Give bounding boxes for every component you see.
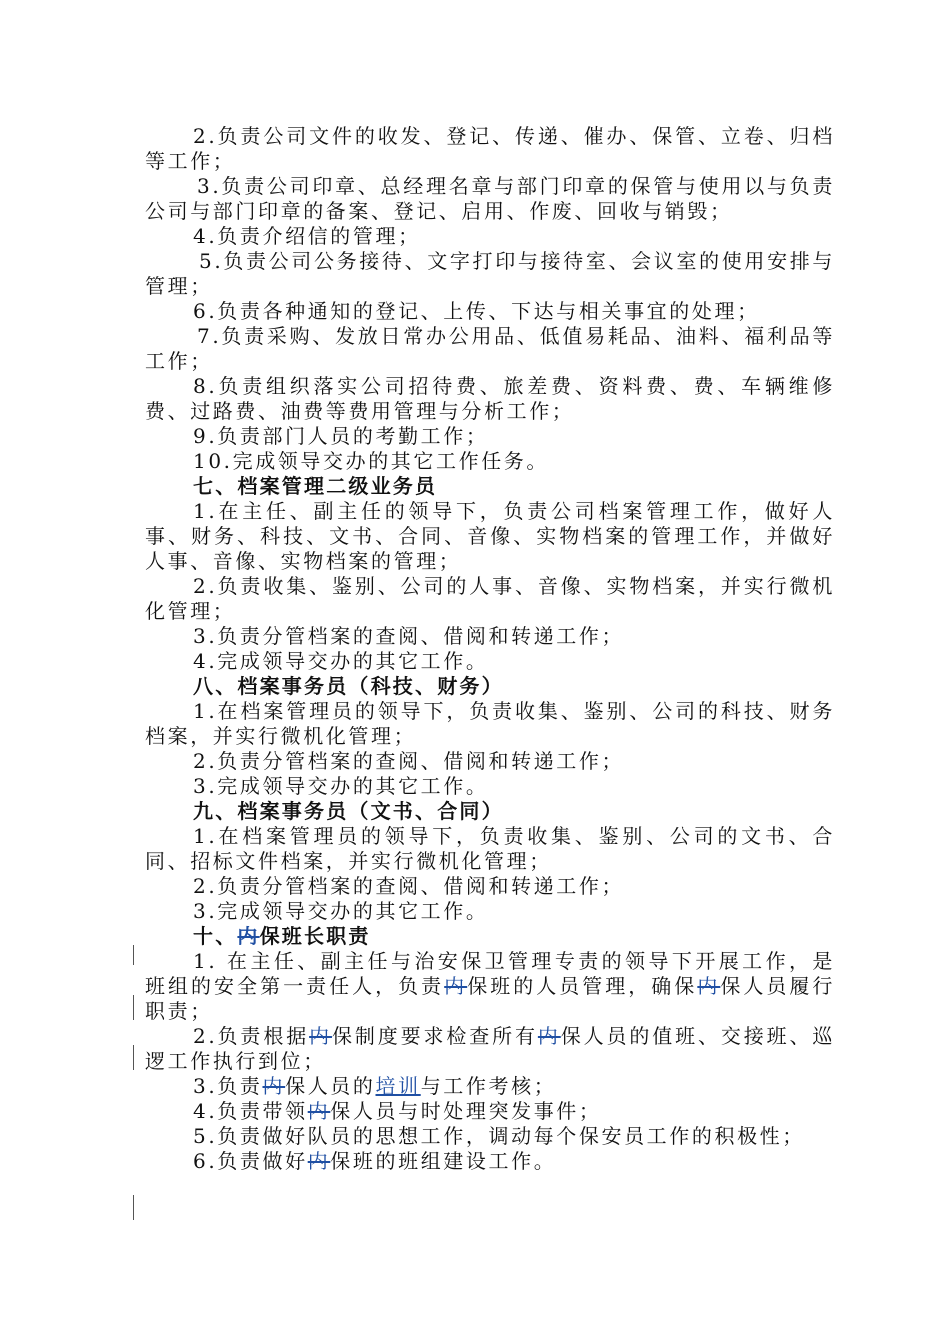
paragraph: 5.负责公司公务接待、文字打印与接待室、会议室的使用安排与管理；: [145, 249, 835, 298]
heading-text: 保班长职责: [259, 924, 371, 948]
section-heading: [145, 924, 835, 949]
text-run: 保人员履行职责；: [145, 974, 835, 1023]
revision-bar: [133, 1045, 134, 1070]
deleted-text: 内: [444, 974, 468, 998]
text-run: 保人员的: [285, 1074, 376, 1098]
text-run: 4.负责带领: [193, 1099, 308, 1123]
paragraph: 1.在主任、副主任的领导下，负责公司档案管理工作，做好人事、财务、科技、文书、合同、音像、实物档案的管理工作，并做好人事、音像、实物档案的管理；: [145, 499, 835, 573]
revision-bar: [133, 995, 134, 1020]
text-run: 3.负责: [193, 1074, 263, 1098]
paragraph: 2.负责收集、鉴别、公司的人事、音像、实物档案，并实行微机化管理；: [145, 574, 835, 623]
deleted-text: 内: [307, 1099, 331, 1123]
document-body: [145, 124, 835, 1174]
deleted-text: 内: [537, 1024, 561, 1048]
paragraph: 2.负责公司文件的收发、登记、传递、催办、保管、立卷、归档等工作；: [145, 124, 835, 173]
deleted-text: 内: [309, 1024, 332, 1048]
paragraph: 2.负责分管档案的查阅、借阅和转递工作；: [193, 874, 625, 898]
text-run: 保班的班组建设工作。: [330, 1149, 557, 1173]
text-run: 保班的人员管理，确保: [467, 974, 698, 998]
paragraph: 3.负责分管档案的查阅、借阅和转递工作；: [193, 624, 625, 648]
hyperlink-training[interactable]: 培训: [375, 1074, 421, 1098]
paragraph: 5.负责做好队员的思想工作，调动每个保安员工作的积极性；: [193, 1124, 805, 1148]
paragraph: 4.负责介绍信的管理；: [193, 224, 421, 248]
text-run: 1. 在主任、副主任与治安保卫管理专责的领导下开展工作，是班组的安全第一责任人，负责: [145, 949, 835, 998]
text-run: 6.负责做好: [193, 1149, 308, 1173]
section-heading: 九、档案事务员（文书、合同）: [193, 799, 504, 823]
deleted-text: 内: [237, 924, 260, 948]
deleted-text: 内: [697, 974, 721, 998]
paragraph: 8.负责组织落实公司招待费、旅差费、资料费、费、车辆维修费、过路费、油费等费用管理与分析工作；: [145, 374, 835, 423]
paragraph: 4.完成领导交办的其它工作。: [193, 649, 489, 673]
revision-bar: [133, 1195, 134, 1220]
deleted-text: 内: [262, 1074, 286, 1098]
paragraph: 10.完成领导交办的其它工作任务。: [193, 449, 550, 473]
paragraph: 3.完成领导交办的其它工作。: [193, 774, 489, 798]
revision-bar: [133, 945, 134, 965]
text-run: 保人员的值班、交接班、巡逻工作执行到位；: [145, 1024, 836, 1073]
paragraph: 3.完成领导交办的其它工作。: [193, 899, 489, 923]
deleted-text: 内: [307, 1149, 331, 1173]
paragraph: 1.在档案管理员的领导下，负责收集、鉴别、公司的文书、合同、招标文件档案，并实行微机化管理；: [145, 824, 835, 873]
text-run: 保制度要求检查所有: [331, 1024, 538, 1048]
paragraph: [145, 1074, 835, 1099]
text-run: 保人员与时处理突发事件；: [330, 1099, 602, 1123]
section-heading: 七、档案管理二级业务员: [193, 474, 438, 498]
section-heading: 八、档案事务员（科技、财务）: [193, 674, 504, 698]
paragraph: [145, 1149, 835, 1174]
text-run: 2.负责根据: [193, 1024, 310, 1048]
paragraph: [145, 949, 835, 1024]
paragraph: 1.在档案管理员的领导下，负责收集、鉴别、公司的科技、财务档案，并实行微机化管理；: [145, 699, 835, 748]
paragraph: 7.负责采购、发放日常办公用品、低值易耗品、油料、福利品等工作；: [145, 324, 835, 373]
paragraph: 6.负责各种通知的登记、上传、下达与相关事宜的处理；: [193, 299, 760, 323]
heading-text: 十、: [193, 924, 238, 948]
paragraph: [145, 1024, 835, 1074]
paragraph: 3.负责公司印章、总经理名章与部门印章的保管与使用以与负责公司与部门印章的备案、登记、启用、作废、回收与销毁；: [145, 174, 835, 223]
paragraph: 9.负责部门人员的考勤工作；: [193, 424, 489, 448]
paragraph: [145, 1099, 835, 1124]
text-run: 与工作考核；: [420, 1074, 557, 1098]
paragraph: 2.负责分管档案的查阅、借阅和转递工作；: [193, 749, 625, 773]
